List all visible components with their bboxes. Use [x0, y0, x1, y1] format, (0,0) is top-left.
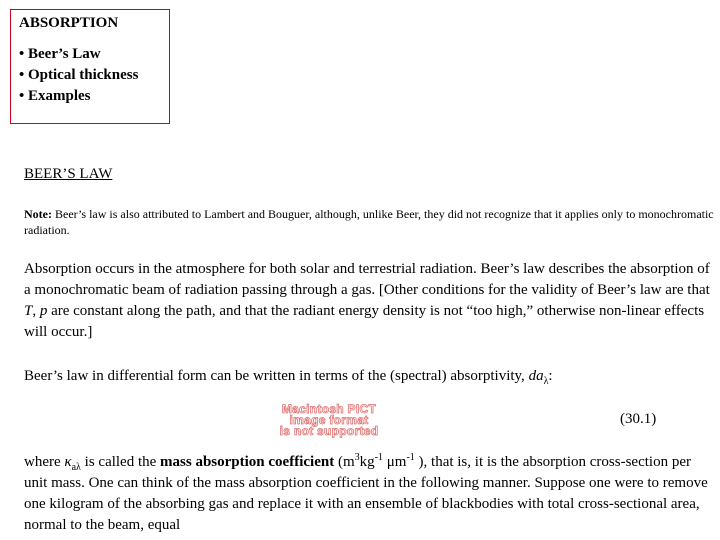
note — [24, 206, 714, 238]
variable-t: T — [24, 303, 33, 319]
outline-item-beers-law: • Beer’s Law — [19, 46, 101, 62]
units-sup-2: -1 — [374, 452, 383, 463]
placeholder-line-3: is not supported — [279, 423, 379, 438]
unsupported-image-placeholder — [244, 402, 414, 438]
paragraph3-text-c: ), that is, it is the absorption cross-section per unit mass. One can think of the mass absorption coefficient in the following manner. Suppose one were to remove one kilogram of the absorbing gas and replace it with an ensemble of blackbodies with total cross-sectional area, normal to the beam, equal — [24, 454, 708, 533]
paragraph2-end: : — [548, 368, 553, 384]
paragraph1-sep: , — [32, 303, 40, 319]
outline-title: ABSORPTION — [19, 15, 119, 31]
placeholder-line-1: Macintosh PICT — [281, 401, 377, 416]
variable-p: p — [39, 303, 48, 319]
paragraph3-text-a: where — [24, 454, 65, 470]
paragraph3-text-b: is called the — [80, 454, 161, 470]
paragraph1-text-b: are constant along the path, and that the radiant energy density is not “too high,” otherwise non-linear effects will occur.] — [24, 303, 705, 340]
paragraph-mass-absorption — [24, 452, 714, 536]
equation-number: (30.1) — [620, 411, 657, 427]
paragraph1-text-a: Absorption occurs in the atmosphere for both solar and terrestrial radiation. Beer’s law describes the absorption of a monochromatic beam of radiation passing through a gas. [Other conditions for the validity of Beer’s law are that — [24, 261, 710, 298]
outline-item-optical-thickness: • Optical thickness — [19, 67, 139, 83]
outline-item-examples: • Examples — [19, 88, 91, 104]
note-label: Note: — [24, 207, 52, 221]
absorptivity-subscript: λ — [543, 376, 549, 387]
absorptivity-symbol: da — [528, 368, 544, 384]
outline-list — [19, 44, 169, 107]
kappa-symbol: κ — [64, 454, 72, 470]
units-sup-1: 3 — [354, 452, 360, 463]
section-heading: BEER’S LAW — [24, 166, 113, 182]
units-sup-3: -1 — [406, 452, 415, 463]
units-open: (m — [334, 454, 355, 470]
mass-absorption-term: mass absorption coefficient — [160, 454, 335, 470]
units-mid-2: μm — [382, 454, 407, 470]
note-text: Beer’s law is also attributed to Lambert and Bouguer, although, unlike Beer, they did not recognize that it applies only to monochromatic radiation. — [24, 207, 714, 237]
paragraph-absorption — [24, 259, 714, 343]
paragraph-differential-form — [24, 366, 714, 387]
units-mid-1: kg — [359, 454, 375, 470]
paragraph2-text: Beer’s law in differential form can be written in terms of the (spectral) absorptivity, — [24, 368, 529, 384]
kappa-subscript: aλ — [71, 462, 81, 473]
placeholder-line-2: image format — [289, 412, 369, 427]
outline-box — [10, 9, 170, 124]
